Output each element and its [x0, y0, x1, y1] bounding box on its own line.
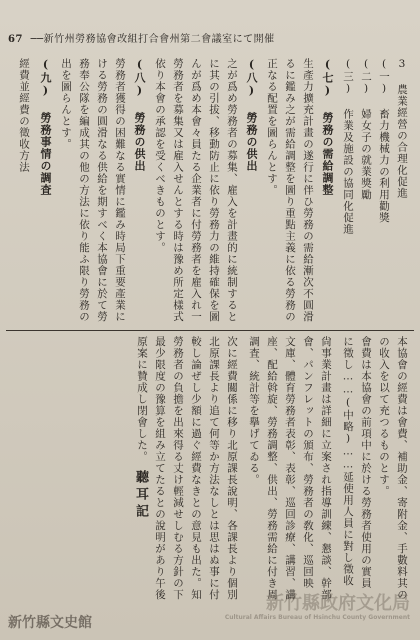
page-header [8, 30, 412, 50]
upper-col-16: 勞務者獲得の困難なる實情に鑑み時局下重要產業に [114, 58, 126, 323]
page-number: 67 [8, 34, 23, 45]
upper-col-3: (二) 婦女子の就業獎勵 [360, 58, 372, 201]
upper-col-21: 經費並經費の徵收方法 [18, 58, 30, 173]
lower-col-5: 尙事業計畫は詳細に立案され指導訓練、懇談、幹部 [320, 336, 332, 601]
upper-col-12: んが爲め本會々員たる企業者に付勞務者を雇入れ一 [190, 58, 202, 323]
lower-col-10: 次に經費關係に移り北原課長說明、各課長より個別 [226, 336, 238, 601]
lower-col-13: 勞務者の負擔を出來得る丈け輕減せしむる方針の下 [172, 336, 184, 601]
watermark-text: 新竹縣政府文化局 [266, 593, 410, 614]
section-8-heading: (八) 勞務の供出 [245, 58, 258, 172]
page-header-title: ──新竹州勞務協會改組打合會州第二會議室にて開催 [30, 34, 275, 45]
column-title-kikimimi: 聽耳記 [133, 470, 148, 521]
upper-col-19: 出を圖らんとす。 [60, 58, 72, 150]
lower-col-12: 較し論ぜし少額に過ぐ經費なきとの意見も出た。知 [190, 336, 202, 601]
upper-col-14: 依り本會の承認を受くべきものとす。 [154, 58, 166, 254]
upper-col-6: 生產力擴充計畫の遂行に伴ひ勞務の需給漸次不圓滑 [302, 58, 314, 323]
lower-col-3: 會費は本協會の前項中に於ける勞務者使用の實員 [360, 336, 372, 589]
upper-col-1: 3 農業經營の合理化促進 [396, 58, 408, 199]
upper-col-2: (一) 畜力機械力の利用勸獎 [378, 58, 390, 224]
section-9-heading: (九) 勞務事情の調査 [39, 58, 52, 196]
section-7-heading: (七) 勞務の需給調整 [321, 58, 334, 196]
section-divider [6, 330, 414, 331]
lower-col-2: の收入を以て充つるものとす。 [378, 336, 390, 497]
lower-col-8: 座、配給斡旋、勞務調整、供出、勞務需給に付き周 [266, 336, 278, 601]
upper-col-8: 正なる配置を圖らんとす。 [266, 58, 278, 196]
watermark-english: Cultural Affairs Bureau of Hsinchu County Government [224, 614, 410, 621]
lower-col-9: 調査、統計等を擧げてゐる。 [248, 336, 260, 486]
upper-col-7: るに鑑み之が需給調整を圖り重點主義に依る勞務の [284, 58, 296, 323]
upper-col-11: に其の引拔、移動防止に依り勞務力の維持確保を圖 [208, 58, 220, 323]
upper-col-4: (三) 作業及施設の協同化促進 [342, 58, 354, 235]
lower-col-7: 文庫、體育勞務者表彰、表彰、巡回診療、講習、講 [284, 336, 296, 601]
lower-col-11: 北原課長より追て何等か方法なしとは思はぬ事に付 [208, 336, 220, 601]
lower-col-15: 原案に贊成し閉會した。 [136, 336, 148, 463]
lower-col-1: 本協會の經費は會費、補助金、寄附金、手數料其の [396, 336, 408, 601]
section-8b-heading: (八) 勞務の供出 [133, 58, 146, 172]
lower-col-14: 最少限度の豫算を組み立てたるとの說明があり午後 [154, 336, 166, 601]
watermark [220, 594, 410, 634]
upper-col-18: 務奉公隊を編成其の他の方法に依り能ふ限り勞務の [78, 58, 90, 323]
upper-col-17: ける勞務の圓滑なる供給を期すべく本協會に於て勞 [96, 58, 108, 323]
upper-col-13: 勞務者を募集又は雇入せんとする時は豫め所定樣式 [172, 58, 184, 323]
lower-col-4: に徵し……(中略)……延使用人員に對し徵收 [342, 336, 354, 587]
upper-col-10: 之が爲め勞務者の募集、雇入を計畫的に統制すると [226, 58, 238, 323]
lower-col-6: 會、パンフレットの頒布、勞務者の敎化、巡回映 [302, 336, 314, 589]
archive-brand-label: 新竹縣文史館 [8, 615, 92, 631]
